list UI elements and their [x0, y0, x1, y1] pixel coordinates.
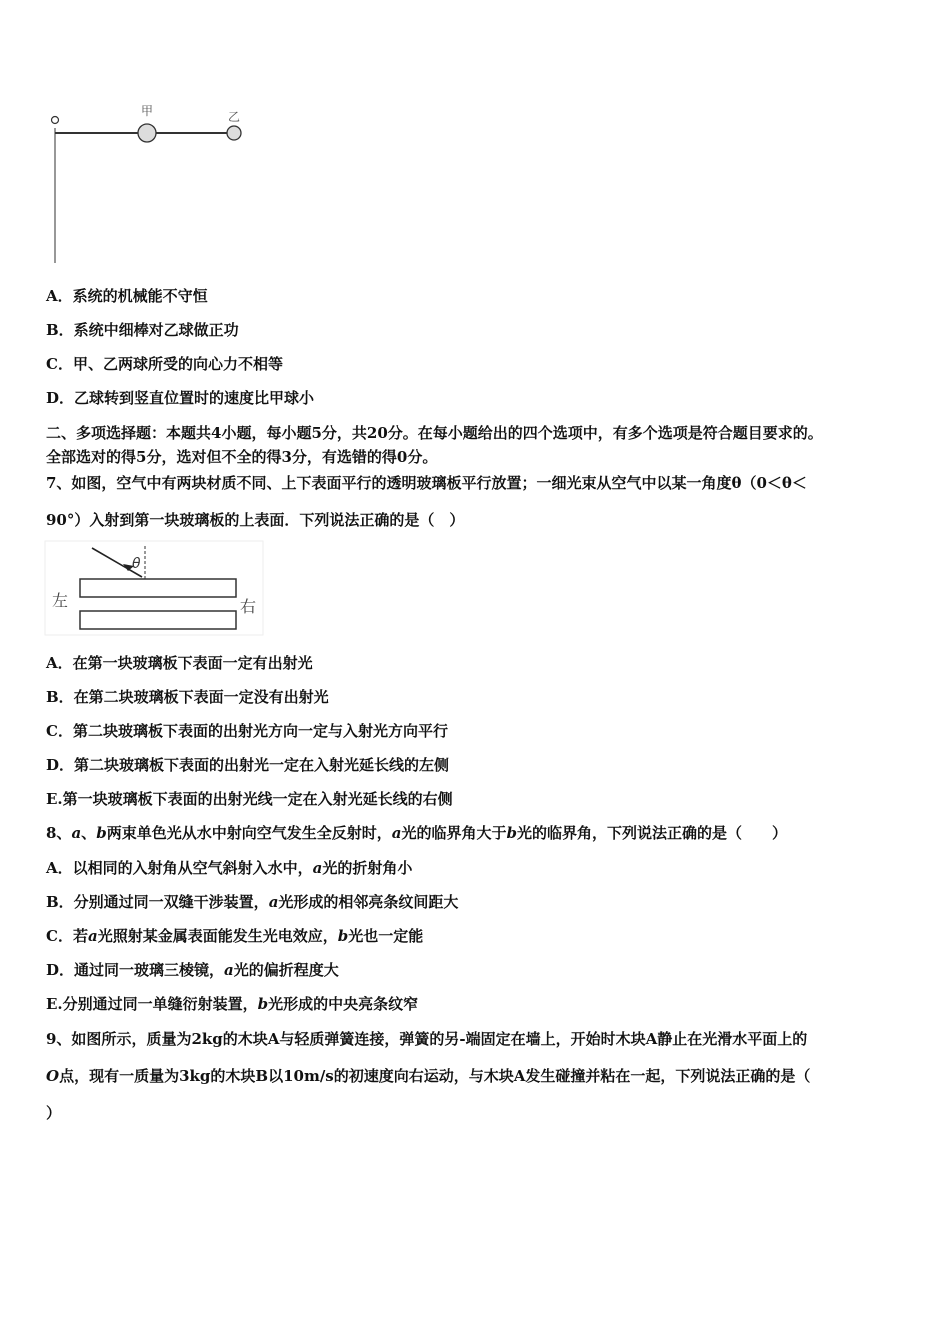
- q8-opt-b-pre: B．分别通过同一双缝干涉装置，: [46, 893, 269, 911]
- q8-opt-d-pre: D．通过同一玻璃三棱镜，: [46, 961, 225, 979]
- section2-heading-2: 全部选对的得5分，选对但不全的得3分，有选错的得0分。: [46, 448, 438, 466]
- q8-opt-c-var-a: a: [87, 927, 98, 945]
- q7-option-d: D．第二块玻璃板下表面的出射光一定在入射光延长线的左侧: [46, 756, 450, 774]
- q7-option-e: E.第一块玻璃板下表面的出射光线一定在入射光延长线的右侧: [46, 790, 453, 808]
- q8-option-a: [46, 858, 412, 878]
- q8-option-b: [46, 892, 458, 912]
- label-left: 左: [52, 591, 69, 610]
- ball-yi: [227, 126, 241, 140]
- q8-option-e: [46, 994, 418, 1014]
- q8-opt-b-post: 光形成的相邻亮条纹间距大: [278, 893, 459, 911]
- q8-stem-end: 光的临界角，下列说法正确的是（ ）: [516, 824, 787, 842]
- q8-option-c: [46, 926, 423, 946]
- q8-var-b-2: b: [506, 824, 517, 842]
- q8-opt-a-post: 光的折射角小: [322, 859, 413, 877]
- q8-stem-mid1: 两束单色光从水中射向空气发生全反射时，: [106, 824, 392, 842]
- q8-opt-a-pre: A．以相同的入射角从空气斜射入水中，: [46, 859, 313, 877]
- figure-glass-plates: [44, 540, 264, 636]
- label-jia: 甲: [141, 104, 154, 118]
- q7-option-c: C．第二块玻璃板下表面的出射光方向一定与入射光方向平行: [46, 722, 448, 740]
- q7-option-b: B．在第二块玻璃板下表面一定没有出射光: [46, 688, 329, 706]
- q9-point-o: O: [46, 1067, 60, 1085]
- q8-opt-a-var: a: [312, 859, 323, 877]
- q8-opt-c-post: 光也一定能: [348, 927, 424, 945]
- q8-var-a: a: [71, 824, 82, 842]
- q8-sep: 、: [81, 824, 97, 842]
- q8-var-a-2: a: [391, 824, 402, 842]
- q8-option-d: [46, 960, 339, 980]
- q6-option-a: A．系统的机械能不守恒: [46, 287, 208, 305]
- ball-jia: [138, 124, 156, 142]
- q7-option-a: A．在第一块玻璃板下表面一定有出射光: [46, 654, 313, 672]
- q8-stem-pre: 8、: [46, 824, 72, 842]
- glass-plate-1: [80, 579, 236, 597]
- q8-opt-c-var-b: b: [337, 927, 349, 945]
- q9-stem-2: [46, 1066, 810, 1086]
- q9-stem-1: 9、如图所示，质量为2kg的木块A与轻质弹簧连接，弹簧的另-端固定在墙上，开始时木块A静止在光滑水平面上的: [46, 1030, 808, 1048]
- q8-opt-e-var: b: [257, 995, 269, 1013]
- label-theta: θ: [132, 556, 141, 572]
- q9-stem-2-text: 点，现有一质量为3kg的木块B以10m/s的初速度向右运动，与木块A发生碰撞并粘在一起，下列说法正确的是（: [59, 1067, 811, 1085]
- q6-option-b: B．系统中细棒对乙球做正功: [46, 321, 239, 339]
- q8-opt-c-mid: 光照射某金属表面能发生光电效应，: [97, 927, 338, 945]
- q8-opt-e-post: 光形成的中央亮条纹窄: [268, 995, 419, 1013]
- q8-opt-d-var: a: [224, 961, 234, 979]
- q8-opt-c-pre: C．若: [46, 927, 88, 945]
- glass-plate-2: [80, 611, 236, 629]
- q8-opt-e-pre: E.分别通过同一单缝衍射装置，: [46, 995, 258, 1013]
- q8-opt-d-post: 光的偏折程度大: [233, 961, 339, 979]
- q8-stem-mid2: 光的临界角大于: [401, 824, 507, 842]
- pivot-point: [52, 117, 59, 124]
- q6-option-d: D．乙球转到竖直位置时的速度比甲球小: [46, 389, 315, 407]
- q7-stem-2: 90°）入射到第一块玻璃板的上表面．下列说法正确的是（ ）: [46, 511, 465, 529]
- label-right: 右: [240, 597, 257, 616]
- q6-option-c: C．甲、乙两球所受的向心力不相等: [46, 355, 283, 373]
- q9-stem-3: ）: [46, 1104, 62, 1122]
- q7-stem-1: 7、如图，空气中有两块材质不同、上下表面平行的透明玻璃板平行放置；一细光束从空气中以某一角度θ（0＜θ＜: [46, 474, 807, 492]
- q8-opt-b-var: a: [268, 893, 279, 911]
- q8-stem: [46, 823, 787, 843]
- figure-rod-balls: [40, 98, 260, 270]
- section2-heading-1: 二、多项选择题：本题共4小题，每小题5分，共20分。在每小题给出的四个选项中，有多个选项是符合题目要求的。: [46, 424, 823, 442]
- label-yi: 乙: [228, 110, 241, 124]
- q8-var-b: b: [96, 824, 107, 842]
